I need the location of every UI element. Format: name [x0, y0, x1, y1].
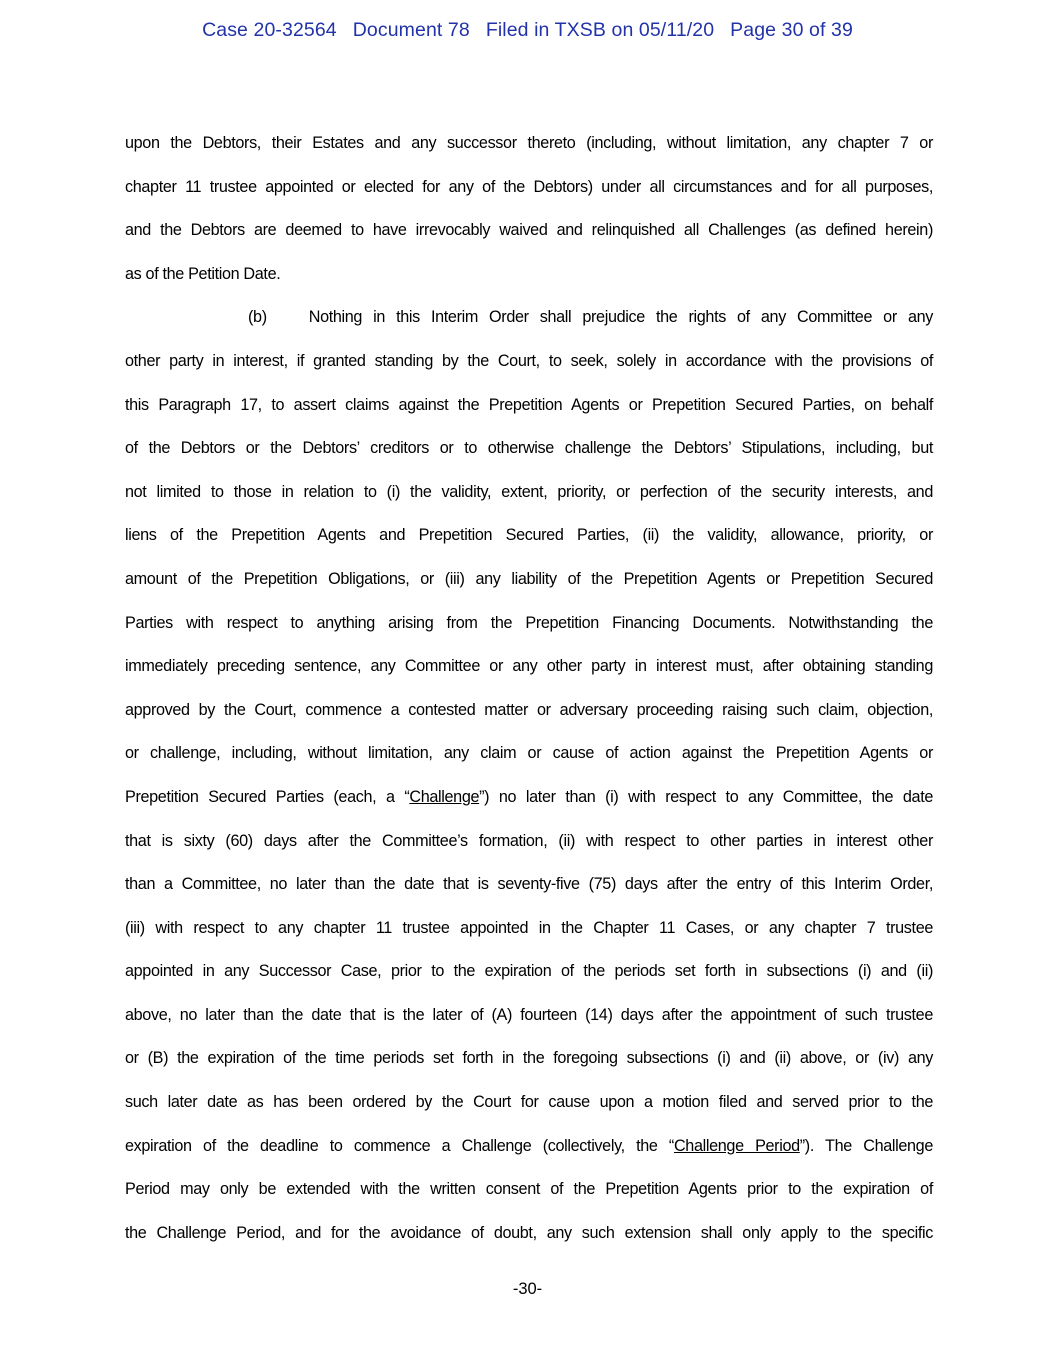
document-number: Document 78 [352, 19, 470, 41]
body-line: as of the Petition Date. [125, 264, 281, 283]
body-line: chapter 11 trustee appointed or elected for any of the Debtors) under all circumstances and for all purposes, [125, 177, 933, 196]
body-line: Period may only be extended with the written consent of the Prepetition Agents prior to the expiration of [125, 1180, 933, 1199]
body-line: of the Debtors or the Debtors’ creditors or to otherwise challenge the Debtors’ Stipulations, including, but [125, 439, 933, 458]
body-line: the Challenge Period, and for the avoidance of doubt, any such extension shall only apply to the specific [125, 1223, 933, 1242]
defined-term-challenge: Challenge [409, 787, 480, 806]
page-indicator: Page 30 of 39 [730, 19, 853, 41]
body-line: immediately preceding sentence, any Committee or any other party in interest must, after obtaining standing [125, 657, 933, 676]
body-line: amount of the Prepetition Obligations, or (iii) any liability of the Prepetition Agents or Prepetition Secured [125, 569, 933, 588]
paragraph-b-first-line [125, 296, 933, 340]
body-line: this Paragraph 17, to assert claims against the Prepetition Agents or Prepetition Secured Parties, on behalf [125, 395, 933, 414]
body-line: and the Debtors are deemed to have irrevocably waived and relinquished all Challenges (as defined herein) [125, 221, 933, 240]
body-line: such later date as has been ordered by the Court for cause upon a motion filed and served prior to the [125, 1093, 933, 1112]
document-body [125, 122, 933, 1255]
body-line: or challenge, including, without limitation, any claim or cause of action against the Prepetition Agents or [125, 744, 933, 763]
body-line: that is sixty (60) days after the Committee’s formation, (ii) with respect to other parties in interest other [125, 831, 933, 850]
paragraph-b-first-text: Nothing in this Interim Order shall prejudice the rights of any Committee or any [308, 308, 933, 327]
paragraph-label: (b) [248, 308, 267, 327]
challenge-period-definition-line: expiration of the deadline to commence a Challenge (collectively, the “Challenge Period”). The Challenge [125, 1136, 933, 1155]
body-line: or (B) the expiration of the time periods set forth in the foregoing subsections (i) and (ii) above, or (iv) any [125, 1049, 933, 1068]
body-line: approved by the Court, commence a contested matter or adversary proceeding raising such claim, objection, [125, 700, 933, 719]
body-line: other party in interest, if granted standing by the Court, to seek, solely in accordance with the provisions of [125, 351, 933, 370]
court-filing-header [0, 19, 1055, 42]
body-line: (iii) with respect to any chapter 11 trustee appointed in the Chapter 11 Cases, or any chapter 7 trustee [125, 918, 933, 937]
case-number: Case 20-32564 [202, 19, 337, 41]
body-line: than a Committee, no later than the date that is seventy-five (75) days after the entry of this Interim Order, [125, 875, 933, 894]
body-line: above, no later than the date that is the later of (A) fourteen (14) days after the appointment of such trustee [125, 1005, 933, 1024]
defined-term-challenge-period: Challenge Period [673, 1136, 800, 1155]
page-number: -30- [512, 1280, 543, 1298]
filing-info: Filed in TXSB on 05/11/20 [485, 19, 715, 41]
body-line: Parties with respect to anything arising from the Prepetition Financing Documents. Notwithstanding the [125, 613, 933, 632]
body-line: liens of the Prepetition Agents and Prepetition Secured Parties, (ii) the validity, allowance, priority, or [125, 526, 933, 545]
body-line: upon the Debtors, their Estates and any successor thereto (including, without limitation, any chapter 7 or [125, 134, 933, 152]
body-line: appointed in any Successor Case, prior to the expiration of the periods set forth in subsections (i) and (ii) [125, 962, 933, 981]
body-line: not limited to those in relation to (i) the validity, extent, priority, or perfection of the security interests, and [125, 482, 933, 501]
challenge-definition-line: Prepetition Secured Parties (each, a “Challenge”) no later than (i) with respect to any Committee, the date [125, 787, 933, 806]
